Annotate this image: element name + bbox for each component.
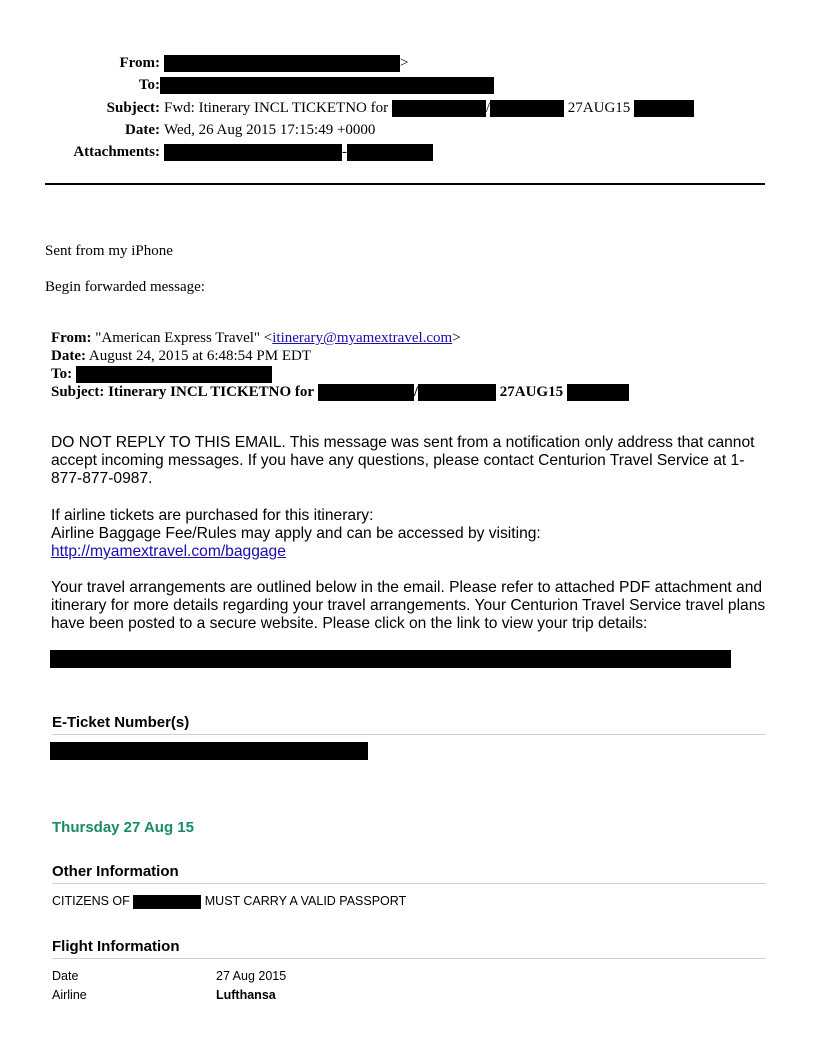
redacted-block — [490, 100, 564, 117]
redacted-block — [392, 100, 486, 117]
to-value — [160, 76, 494, 94]
fwd-subject: Subject: Itinerary INCL TICKETNO for / 27AUG15 — [51, 383, 629, 401]
redacted-block — [347, 144, 433, 161]
flight-info-title: Flight Information — [52, 938, 180, 955]
redacted-block — [160, 77, 494, 94]
fwd-to: To: — [51, 365, 272, 383]
flight-row-label: Date — [52, 969, 79, 983]
from-value: > — [164, 54, 408, 72]
flight-info-divider — [52, 958, 766, 959]
baggage-paragraph: If airline tickets are purchased for this itinerary: Airline Baggage Fee/Rules may apply and can be accessed by visiting: http://myamextravel.com/baggage — [51, 507, 541, 560]
attachments-value[interactable]: - — [164, 143, 433, 161]
baggage-link[interactable]: http://myamextravel.com/baggage — [51, 543, 286, 560]
redacted-block — [567, 384, 629, 401]
redacted-block — [133, 895, 201, 909]
attachments-label: Attachments: — [73, 144, 160, 160]
email-header — [0, 0, 816, 170]
other-info-divider — [52, 883, 766, 884]
subject-value: Fwd: Itinerary INCL TICKETNO for / 27AUG15 — [164, 99, 694, 117]
redacted-block — [318, 384, 414, 401]
redacted-block — [634, 100, 694, 117]
from-label: From: — [119, 55, 160, 71]
citizens-notice: CITIZENS OF MUST CARRY A VALID PASSPORT — [52, 894, 407, 908]
day-title: Thursday 27 Aug 15 — [52, 819, 194, 836]
notice-paragraph: DO NOT REPLY TO THIS EMAIL. This message was sent from a notification only address that cannot accept incoming messages. If you have any questions, please contact Centurion Travel Service at 1-877-877-0987. — [51, 434, 755, 487]
redacted-trip-link[interactable] — [50, 650, 731, 668]
flight-row-value: 27 Aug 2015 — [216, 969, 287, 983]
flight-row-value: Lufthansa — [216, 988, 276, 1002]
subject-label: Subject: — [106, 100, 160, 116]
sender-email-link[interactable]: itinerary@myamextravel.com — [272, 330, 453, 346]
sent-from-line: Sent from my iPhone — [45, 243, 173, 259]
fwd-from: From: "American Express Travel" <itinerary@myamextravel.com> — [51, 330, 461, 346]
arrangements-paragraph: Your travel arrangements are outlined below in the email. Please refer to attached PDF attachment and itinerary for more details regarding your travel arrangements. Your Centurion Travel Service travel plans have been posted to a secure website. Please click on the link to view your trip details: — [51, 579, 766, 632]
redacted-block — [164, 144, 342, 161]
date-label: Date: — [125, 122, 160, 138]
date-value: Wed, 26 Aug 2015 17:15:49 +0000 — [164, 122, 376, 138]
eticket-title: E-Ticket Number(s) — [52, 714, 190, 731]
redacted-block — [418, 384, 496, 401]
fwd-date: Date: August 24, 2015 at 6:48:54 PM EDT — [51, 348, 312, 364]
flight-row-label: Airline — [52, 988, 87, 1002]
header-divider — [45, 183, 765, 185]
eticket-divider — [52, 734, 766, 735]
redacted-block — [76, 366, 272, 383]
redacted-ticket-number — [50, 742, 368, 760]
other-info-title: Other Information — [52, 863, 179, 880]
redacted-block — [164, 55, 400, 72]
begin-forwarded-line: Begin forwarded message: — [45, 279, 205, 295]
to-label: To: — [138, 77, 160, 93]
